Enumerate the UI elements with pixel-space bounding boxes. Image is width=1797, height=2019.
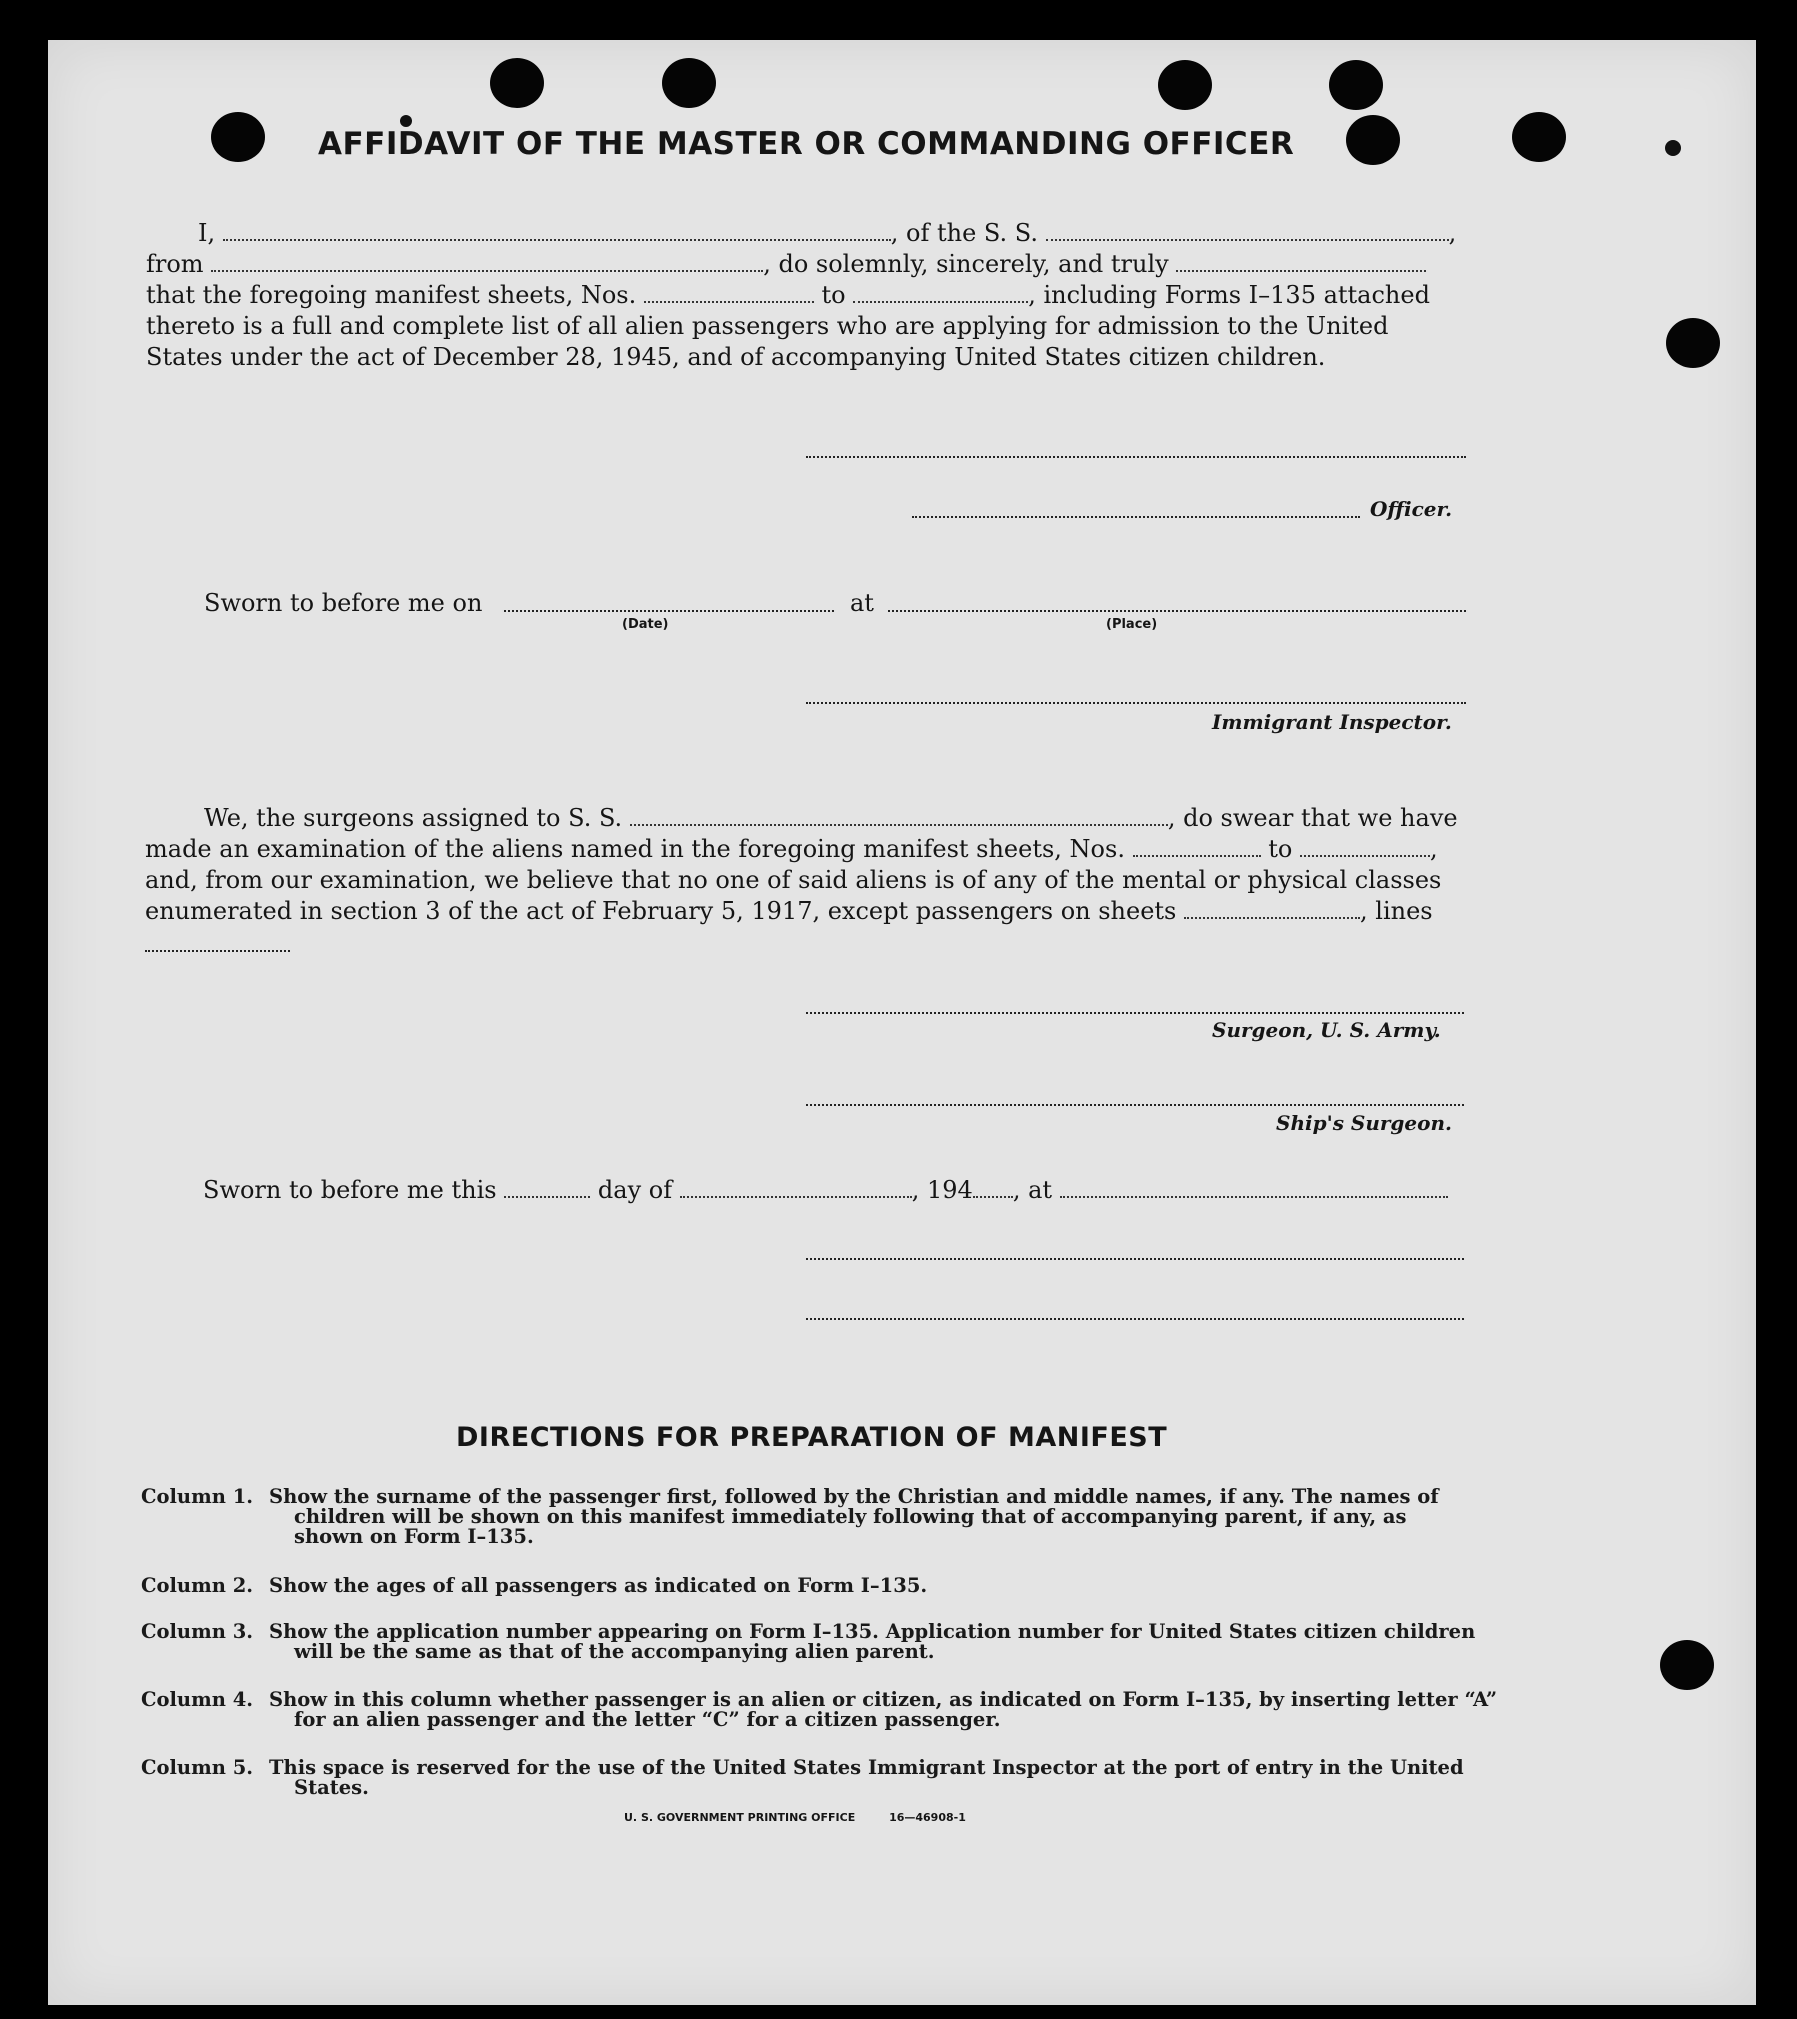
date-caption: (Date) [622, 617, 669, 632]
departure-port-field[interactable] [211, 252, 763, 272]
punch-hole [1158, 60, 1212, 110]
master-line-1 [198, 218, 1456, 249]
direction-text: Show in this column whether passenger is an alien or citizen, as indicated on Form I–135, by inserting letter “A” [269, 1688, 1498, 1711]
direction-item-3 [141, 1622, 1797, 1662]
sworn-2-signature-line-1[interactable] [806, 1258, 1464, 1260]
master-line-1-end: , [1448, 219, 1457, 247]
form-code: 16—46908-1 [889, 1811, 966, 1824]
punch-hole [1666, 318, 1720, 368]
oath-word-field[interactable] [1176, 252, 1426, 272]
sworn-date-field[interactable] [504, 610, 834, 612]
direction-item-4 [141, 1690, 1797, 1730]
sheet-from-field[interactable] [644, 283, 814, 303]
excepted-sheets-field[interactable] [1184, 899, 1360, 919]
officer-label: Officer. [1370, 497, 1453, 521]
direction-item-2 [141, 1576, 927, 1596]
direction-item-5 [141, 1758, 1797, 1798]
directions-heading: DIRECTIONS FOR PREPARATION OF MANIFEST [456, 1422, 1168, 1453]
master-name-field[interactable] [223, 221, 891, 241]
surgeon-line-2-end: , [1429, 835, 1438, 863]
direction-column-label: Column 4. [141, 1688, 254, 1711]
direction-text: Show the application number appearing on Form I–135. Application number for United States citizen children [269, 1620, 1476, 1643]
sworn-2-year-label: , 194 [911, 1176, 973, 1204]
place-caption: (Place) [1106, 617, 1158, 632]
sworn-2-at: , at [1012, 1176, 1053, 1204]
punch-hole [662, 58, 716, 108]
surgeon-line-3: and, from our examination, we believe that no one of said aliens is of any of the mental or physical classes [145, 866, 1442, 894]
sworn-2-prefix: Sworn to before me this [203, 1176, 497, 1204]
ship-name-field[interactable] [1046, 221, 1449, 241]
direction-item-1 [141, 1487, 1797, 1547]
master-line-3 [146, 280, 1430, 311]
printer-name: U. S. GOVERNMENT PRINTING OFFICE [624, 1811, 856, 1824]
ship-surgeon-label: Ship's Surgeon. [1276, 1111, 1452, 1135]
sworn-at-label: at [850, 589, 874, 617]
surgeon-line-1 [204, 803, 1458, 834]
sworn-2-day-field[interactable] [504, 1178, 590, 1198]
sworn-2-year-field[interactable] [973, 1178, 1013, 1198]
master-line-5: States under the act of December 28, 1945, and of accompanying United States citizen children. [146, 343, 1326, 371]
sworn-2-day-of: day of [597, 1176, 673, 1204]
officer-title-line[interactable] [912, 516, 1360, 518]
direction-column-label: Column 5. [141, 1756, 254, 1779]
direction-column-label: Column 1. [141, 1485, 254, 1508]
direction-text: Show the ages of all passengers as indicated on Form I–135. [269, 1574, 928, 1597]
printer-imprint [624, 1811, 966, 1824]
direction-text: This space is reserved for the use of the United States Immigrant Inspector at the port of entry in the United [269, 1756, 1464, 1779]
punch-hole [1329, 60, 1383, 110]
surgeon-line-1-prefix: We, the surgeons assigned to S. S. [204, 804, 623, 832]
master-line-1-prefix: I, [198, 219, 216, 247]
direction-text-continued: will be the same as that of the accompanying alien parent. [294, 1640, 935, 1663]
punch-hole [211, 112, 265, 162]
sworn-2-line [203, 1175, 1448, 1206]
surgeon-ship-field[interactable] [630, 806, 1168, 826]
sworn-2-signature-line-2[interactable] [806, 1318, 1464, 1320]
master-line-1-mid: , of the S. S. [890, 219, 1038, 247]
excepted-lines-field[interactable] [145, 950, 290, 952]
surgeon-line-2-to: to [1268, 835, 1293, 863]
surgeon-line-4 [145, 896, 1433, 927]
master-line-3-to: to [821, 281, 846, 309]
officer-signature-line[interactable] [806, 456, 1466, 458]
direction-text: Show the surname of the passenger first, followed by the Christian and middle names, if any. The names of [269, 1485, 1439, 1508]
surgeon-line-2 [145, 834, 1438, 865]
sworn-2-month-field[interactable] [680, 1178, 912, 1198]
surgeon-line-4-prefix: enumerated in section 3 of the act of February 5, 1917, except passengers on sheets [145, 897, 1177, 925]
master-line-3-prefix: that the foregoing manifest sheets, Nos. [146, 281, 637, 309]
direction-text-continued: for an alien passenger and the letter “C” for a citizen passenger. [294, 1708, 1001, 1731]
inspector-signature-line[interactable] [806, 702, 1466, 704]
army-surgeon-signature-line[interactable] [806, 1012, 1464, 1014]
affidavit-heading: AFFIDAVIT OF THE MASTER OR COMMANDING OFFICER [318, 126, 1295, 162]
direction-column-label: Column 2. [141, 1574, 254, 1597]
direction-column-label: Column 3. [141, 1620, 254, 1643]
army-surgeon-label: Surgeon, U. S. Army. [1212, 1018, 1441, 1042]
sheet-to-field[interactable] [853, 283, 1028, 303]
master-line-3-end: , including Forms I–135 attached [1028, 281, 1430, 309]
punch-hole [490, 58, 544, 108]
surgeon-line-1-end: , do swear that we have [1167, 804, 1458, 832]
ship-surgeon-signature-line[interactable] [806, 1104, 1464, 1106]
direction-text-continued: States. [294, 1776, 369, 1799]
surgeon-sheet-to-field[interactable] [1300, 837, 1430, 857]
inspector-label: Immigrant Inspector. [1212, 710, 1452, 734]
master-line-2-mid: , do solemnly, sincerely, and truly [763, 250, 1169, 278]
sworn-2-place-field[interactable] [1060, 1178, 1448, 1198]
surgeon-sheet-from-field[interactable] [1133, 837, 1261, 857]
direction-text-continued: children will be shown on this manifest immediately following that of accompanying parent, if any, as shown on Form I–135. [294, 1505, 1407, 1548]
master-line-2-prefix: from [146, 250, 204, 278]
sworn-before-prefix: Sworn to before me on [204, 589, 483, 617]
master-line-4: thereto is a full and complete list of all alien passengers who are applying for admission to the United [146, 312, 1389, 340]
sworn-place-field[interactable] [888, 610, 1466, 612]
punch-hole [1346, 115, 1400, 165]
surgeon-line-2-prefix: made an examination of the aliens named in the foregoing manifest sheets, Nos. [145, 835, 1125, 863]
master-line-2 [146, 249, 1426, 280]
surgeon-line-4-end: , lines [1360, 897, 1433, 925]
punch-hole [1512, 112, 1566, 162]
